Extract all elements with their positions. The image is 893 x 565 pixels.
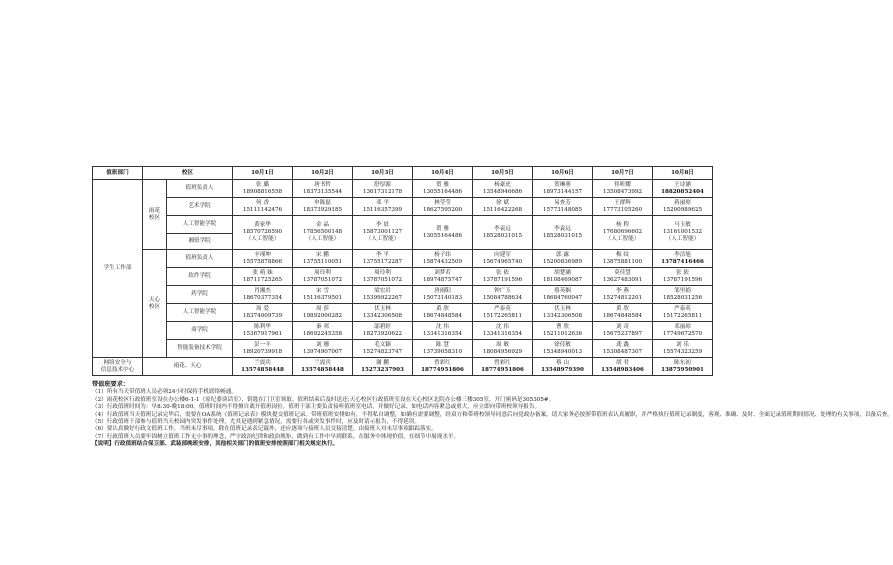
staff-phone: 18373929185 [302, 206, 343, 213]
dept-cell: 网络安全与 信息技术中心 [93, 358, 143, 376]
staff-phone: 13548946686 [482, 188, 523, 195]
duty-cell [653, 268, 713, 286]
table-row [93, 198, 713, 216]
duty-cell [233, 340, 293, 358]
staff-phone: 15874432509 [422, 258, 463, 265]
duty-cell [533, 198, 593, 216]
category-cell: 艺术学院 [167, 198, 233, 216]
staff-phone: 18108469087 [542, 276, 583, 283]
staff-name: 杨 程 [616, 222, 629, 228]
requirement-item: （7）行政值班人员要牢固树立值班工作无小事的理念，严守政治纪律和政治规矩，做到有工作中早到联系，在服务中体现价值，在细节中展现水平。 [92, 433, 460, 440]
staff-phone: 18908816558 [242, 188, 283, 195]
category-cell: 智能装备技术学院 [167, 340, 233, 358]
table-header-row [93, 167, 713, 180]
staff-phone: 15773148085 [542, 206, 583, 213]
duty-cell [533, 216, 593, 250]
staff-name: 谢 鹏 [376, 359, 389, 366]
staff-name: 徐 斌 [496, 199, 509, 206]
staff-name: 黄 欣 [616, 305, 629, 312]
staff-phone: 18528031256 [662, 294, 703, 301]
duty-cell [473, 198, 533, 216]
staff-name: 莫佳慧 [614, 269, 631, 276]
duty-cell [413, 250, 473, 268]
duty-cell [653, 180, 713, 198]
duty-cell [473, 250, 533, 268]
duty-cell [413, 198, 473, 216]
duty-cell [653, 340, 713, 358]
staff-name: 马玉敏 [674, 222, 691, 228]
staff-phone: 13055164486 [422, 232, 463, 239]
staff-name: 杨子纬 [434, 251, 451, 258]
staff-name: 邬碧婷 [374, 323, 391, 330]
duty-cell [593, 216, 653, 250]
staff-phone: 18973144157 [542, 188, 583, 195]
staff-phone: 13875950901 [661, 366, 704, 373]
staff-name: 王群辉 [614, 199, 631, 206]
staff-unit: （人工智能） [305, 236, 340, 242]
staff-name: 毛文颖 [374, 341, 391, 348]
staff-name: 钟广玉 [494, 287, 511, 294]
staff-name: 贺 雅 [436, 225, 449, 232]
category-cell: 值班负责人 [167, 180, 233, 198]
header-dept: 值班部门 [93, 167, 143, 180]
requirement-item: （6）要认真做好行政文值班工作，当班未尽事项，除在值班记录表记载外，还应逐项与接班人员交接清楚，由接班人对未尽事项跟踪落实。 [92, 426, 437, 433]
staff-phone: 18774951806 [421, 366, 464, 373]
staff-name: 曹 欣 [556, 323, 569, 330]
duty-cell [533, 358, 593, 376]
duty-cell [353, 180, 413, 198]
duty-cell [293, 322, 353, 340]
duty-cell [293, 198, 353, 216]
staff-name: 李 燕 [616, 287, 629, 294]
staff-phone: 18670377354 [242, 294, 283, 301]
staff-phone: 15211012636 [542, 330, 583, 337]
staff-phone: 18084956929 [482, 348, 523, 355]
staff-name: 周玲利 [314, 269, 331, 276]
category-cell: 人工智能学院 [167, 216, 233, 234]
duty-cell [653, 286, 713, 304]
staff-phone: 18674848584 [602, 312, 643, 319]
staff-phone: 13342306508 [362, 312, 403, 319]
duty-cell [413, 286, 473, 304]
staff-name: 蒋丽琼 [674, 199, 691, 206]
staff-name: 李袁远 [554, 225, 571, 232]
staff-name: 杨豪虎 [494, 181, 511, 188]
staff-phone: 13574858448 [241, 366, 284, 373]
header-date: 10月1日 [233, 167, 293, 180]
staff-phone: 13342306508 [542, 312, 583, 319]
staff-name: 邹里娟 [674, 287, 691, 294]
header-date: 10月2日 [293, 167, 353, 180]
staff-name: 周玲利 [374, 269, 391, 276]
duty-cell [533, 268, 593, 286]
staff-phone: 15308487307 [602, 348, 643, 355]
staff-phone: 13787051072 [302, 276, 343, 283]
duty-cell [473, 304, 533, 322]
staff-phone: 17773105260 [602, 206, 643, 213]
staff-name: 梅 纹 [616, 251, 629, 258]
staff-phone: 15575878866 [242, 258, 283, 265]
staff-phone: 15873001127 [362, 229, 403, 235]
staff-unit: （人工智能） [665, 236, 700, 242]
duty-cell [413, 180, 473, 198]
duty-schedule-table [92, 166, 713, 376]
staff-name: 梁宏岩 [374, 287, 391, 294]
duty-cell [413, 322, 473, 340]
duty-cell [473, 322, 533, 340]
duty-cell [533, 180, 593, 198]
staff-name: 刘 奇 [616, 323, 629, 330]
duty-cell [233, 358, 293, 376]
duty-cell [413, 304, 473, 322]
staff-phone: 13787191596 [482, 276, 523, 283]
staff-phone: 13755172287 [362, 258, 403, 265]
staff-phone: 13341316354 [482, 330, 523, 337]
duty-cell [293, 268, 353, 286]
staff-name: 贺琳蕙 [554, 181, 571, 188]
staff-name: 李 平 [376, 251, 389, 258]
staff-name: 李袁远 [494, 225, 511, 232]
staff-phone: 18570726590 [242, 229, 283, 235]
duty-cell [593, 198, 653, 216]
duty-cell [413, 216, 473, 250]
duty-cell [293, 286, 353, 304]
table-row [93, 268, 713, 286]
staff-phone: 13161001532 [662, 229, 703, 235]
category-cell: 人工智能学院 [167, 304, 233, 322]
staff-name: 周 莎 [316, 305, 329, 312]
duty-cell [413, 358, 473, 376]
staff-phone: 19892000282 [302, 312, 343, 319]
staff-phone: 13755110051 [302, 258, 343, 265]
staff-phone: 15073140183 [422, 294, 463, 301]
staff-phone: 13627483091 [602, 276, 643, 283]
staff-name: 唐书哲 [314, 181, 331, 188]
staff-name: 兰震宾 [254, 359, 271, 366]
staff-name: 辛瑾坤 [254, 251, 271, 258]
table-row [93, 180, 713, 198]
staff-name: 金 晶 [316, 222, 329, 228]
duty-cell [473, 286, 533, 304]
duty-cell [353, 250, 413, 268]
staff-name: 伏玉林 [374, 305, 391, 312]
staff-phone: 13739058310 [422, 348, 463, 355]
staff-name: 兰震宾 [314, 359, 331, 366]
duty-cell [593, 322, 653, 340]
staff-name: 肖湘杰 [254, 287, 271, 294]
requirement-item: （3）行政值班时间为：早8:30-晚18:00。值班时间内不得擅自离开值班岗位。值班干部主要负责接听值班室电话，并做好记录，如电话内容紧急或重大，应立即向带班校领导报告。 [92, 404, 541, 411]
staff-phone: 15172265811 [662, 312, 703, 319]
staff-phone: 15200836989 [542, 258, 583, 265]
table-row [93, 216, 713, 234]
staff-phone: 13548979390 [541, 366, 584, 373]
header-campus: 校区 [143, 167, 233, 180]
duty-cell [293, 180, 353, 198]
duty-cell [653, 358, 713, 376]
staff-unit: （人工智能） [605, 236, 640, 242]
duty-cell [593, 340, 653, 358]
duty-cell [473, 268, 533, 286]
staff-phone: 18528031015 [482, 232, 523, 239]
staff-phone: 13875881100 [602, 258, 643, 265]
staff-phone: 17680696602 [602, 229, 643, 235]
staff-phone: 18711725265 [242, 276, 283, 283]
duty-cell [413, 268, 473, 286]
staff-phone: 18273920622 [362, 330, 403, 337]
duty-cell [593, 250, 653, 268]
duty-cell [353, 322, 413, 340]
staff-name: 曾彩红 [434, 359, 451, 366]
staff-phone: 18774951806 [481, 366, 524, 373]
staff-phone: 13508473992 [602, 188, 643, 195]
requirements-title: 带值班要求： [92, 381, 130, 388]
category-cell: 药学院 [167, 286, 233, 304]
staff-phone: 18373135544 [302, 188, 343, 195]
duty-cell [293, 358, 353, 376]
duty-cell [353, 286, 413, 304]
duty-cell [533, 304, 593, 322]
duty-cell [293, 250, 353, 268]
staff-name: 何 香 [256, 199, 269, 206]
duty-cell [353, 340, 413, 358]
staff-name: 佟昕耀 [614, 181, 631, 188]
staff-phone: 15116357399 [362, 206, 403, 213]
duty-cell [353, 304, 413, 322]
staff-name: 李 晨 [376, 222, 389, 228]
staff-phone: 15367917961 [242, 330, 283, 337]
duty-cell [593, 180, 653, 198]
staff-name: 易查芳 [554, 199, 571, 206]
staff-name: 贺 雅 [436, 181, 449, 188]
staff-phone: 13341316354 [422, 330, 463, 337]
staff-name: 宋 鹏 [316, 251, 329, 258]
campus-cell: 天心 校区 [143, 250, 167, 358]
staff-phone: 15399922267 [362, 294, 403, 301]
staff-name: 唐雨阳 [434, 287, 451, 294]
staff-phone: 17749672570 [662, 330, 703, 337]
header-date: 10月4日 [413, 167, 473, 180]
staff-phone: 13617312178 [362, 188, 403, 195]
staff-phone: 13055164486 [422, 188, 463, 195]
staff-phone: 18684760047 [542, 294, 583, 301]
duty-cell [473, 216, 533, 250]
staff-name: 舒厚源 [374, 181, 391, 188]
staff-phone: 13548983406 [601, 366, 644, 373]
duty-cell [533, 340, 593, 358]
duty-cell [233, 198, 293, 216]
duty-cell [293, 340, 353, 358]
campus-cell: 雨花 校区 [143, 180, 167, 250]
staff-name: 周 爱 [256, 305, 269, 312]
staff-name: 张 萌 妹 [252, 269, 273, 276]
staff-phone: 18920739918 [242, 348, 283, 355]
staff-phone: 18820852404 [661, 188, 704, 195]
staff-phone: 18674848584 [422, 312, 463, 319]
staff-name: 胡楚涵 [554, 269, 571, 276]
duty-cell [653, 250, 713, 268]
table-row [93, 340, 713, 358]
header-date: 10月5日 [473, 167, 533, 180]
staff-phone: 18974875747 [422, 276, 463, 283]
staff-name: 严泰英 [494, 305, 511, 312]
requirement-item: （4）行政值班当天值班记录完毕后，需要在OA系统《值班记录表》模块提交值班记录。带班值班安排如有，不得私自调整，如确有需要调整，经双方和带班校领导同意后向党政办备案，请大家务必按照带值班表认真履职，并严格执行值班记录制度，客观、准确、及时、全面记录值班期间情况、处理的有关事项，以备后查。 [92, 411, 893, 418]
staff-name: 蔡英姻 [554, 287, 571, 294]
staff-phone: 13787191596 [662, 276, 703, 283]
staff-name: 陈利华 [254, 323, 271, 330]
requirement-item: （2）雨花校区行政值班室设在办公楼6-1-1（原纪委谈话室），钥匙在门卫室领取。值班结束后及时送还;天心校区行政值班室设在天心校区北院办公楼三楼305室，开门密码是305305#。 [92, 396, 555, 403]
staff-name: 蔡 山 [556, 359, 569, 366]
staff-name: 宋 雪 [316, 287, 329, 294]
staff-phone: 15273237903 [361, 366, 404, 373]
staff-name: 沈 伟 [436, 323, 449, 330]
staff-name: 刘梦若 [434, 269, 451, 276]
staff-unit: （人工智能） [245, 236, 280, 242]
requirement-item: （1）所有当天带值班人员必须24小时保持手机联络畅通。 [92, 389, 237, 396]
staff-phone: 13574858448 [301, 366, 344, 373]
duty-cell [473, 358, 533, 376]
staff-name: 申陈磊 [314, 199, 331, 206]
staff-name: 龚 鑫 [616, 341, 629, 348]
duty-cell [593, 358, 653, 376]
duty-cell [653, 216, 713, 250]
staff-phone: 15200989625 [662, 206, 703, 213]
table-row [93, 286, 713, 304]
staff-phone: 15675237897 [602, 330, 643, 337]
staff-name: 黄家华 [254, 222, 271, 228]
duty-cell [533, 250, 593, 268]
staff-name: 张 璐 [256, 181, 269, 188]
staff-phone: 18528031015 [542, 232, 583, 239]
header-date: 10月8日 [653, 167, 713, 180]
table-body [93, 180, 713, 376]
duty-cell [533, 286, 593, 304]
header-date: 10月6日 [533, 167, 593, 180]
staff-name: 周 敏 [496, 341, 509, 348]
category-cell: 商学院 [167, 322, 233, 340]
staff-phone: 18627595200 [422, 206, 463, 213]
duty-cell [353, 358, 413, 376]
staff-name: 伏玉林 [554, 305, 571, 312]
table-row [93, 358, 713, 376]
staff-name: 沈 伟 [496, 323, 509, 330]
header-date: 10月3日 [353, 167, 413, 180]
duty-cell [233, 268, 293, 286]
staff-name: 黄 欣 [436, 305, 449, 312]
duty-cell [653, 322, 713, 340]
staff-phone: 13787416466 [661, 258, 704, 265]
staff-phone: 18374009739 [242, 312, 283, 319]
duty-cell [353, 268, 413, 286]
duty-cell [293, 304, 353, 322]
staff-name: 徐佳敏 [554, 341, 571, 348]
category-cell: 值班负责人 [167, 250, 233, 268]
duty-cell [233, 180, 293, 198]
duty-cell [353, 198, 413, 216]
staff-name: 陈 慧 [436, 341, 449, 348]
table-row [93, 304, 713, 322]
staff-phone: 15111142476 [242, 206, 283, 213]
duty-cell [593, 268, 653, 286]
duty-cell [593, 304, 653, 322]
requirements-note: 【说明】行政值班结合保卫部、武装部晚班安排，其他相关部门的值班安排按照部门相关规定执行。 [92, 441, 339, 448]
staff-name: 胡 君 [616, 359, 629, 366]
dept-cell: 学生工作部 [93, 180, 143, 358]
staff-name: 陈东初 [674, 359, 691, 366]
staff-name: 刘 乐 [676, 341, 689, 348]
campus-cell: 雨花、天心 [143, 358, 233, 376]
staff-name: 郭 露 [556, 251, 569, 258]
duty-cell [233, 304, 293, 322]
header-date: 10月7日 [593, 167, 653, 180]
requirement-item: （5）行政值班干部参与值班当天校园内突发事件处理，尤其是遇到紧急情况，需要行各或突发事件时，应及时请示报告，不得延误。 [92, 419, 420, 426]
staff-unit: （人工智能） [365, 236, 400, 242]
duty-cell [473, 180, 533, 198]
staff-name: 刘 珊 [316, 341, 329, 348]
staff-phone: 15274812201 [602, 294, 643, 301]
staff-name: 邓丽琼 [674, 323, 691, 330]
staff-phone: 15574323259 [662, 348, 703, 355]
table-row [93, 250, 713, 268]
staff-phone: 15274823747 [362, 348, 403, 355]
staff-name: 彭一丰 [254, 341, 271, 348]
duty-cell [233, 286, 293, 304]
duty-cell [473, 340, 533, 358]
category-cell: 湘资学院 [167, 234, 233, 250]
staff-name: 林莹莹 [434, 199, 451, 206]
staff-name: 李洁旭 [674, 251, 691, 258]
staff-phone: 15348940013 [542, 348, 583, 355]
duty-cell [233, 322, 293, 340]
duty-cell [533, 322, 593, 340]
duty-cell [353, 216, 413, 250]
staff-phone: 13974907007 [302, 348, 343, 355]
staff-phone: 18692245358 [302, 330, 343, 337]
staff-phone: 15116379501 [302, 294, 343, 301]
staff-phone: 15116422268 [482, 206, 523, 213]
table-row [93, 322, 713, 340]
duty-cell [293, 216, 353, 250]
staff-phone: 15674965740 [482, 258, 523, 265]
staff-name: 邓 平 [376, 199, 389, 206]
staff-phone: 15172265811 [482, 312, 523, 319]
staff-name: 严泰英 [674, 305, 691, 312]
duty-cell [233, 216, 293, 250]
category-cell: 软件学院 [167, 268, 233, 286]
staff-name: 曾彩红 [494, 359, 511, 366]
staff-name: 向建军 [494, 251, 511, 258]
staff-phone: 15084788634 [482, 294, 523, 301]
duty-cell [233, 250, 293, 268]
staff-name: 张 依 [496, 269, 509, 276]
duty-cell [653, 198, 713, 216]
staff-phone: 17856500148 [302, 229, 343, 235]
staff-phone: 13787051072 [362, 276, 403, 283]
staff-name: 张 依 [676, 269, 689, 276]
staff-name: 王诗涵 [674, 181, 691, 188]
duty-cell [413, 340, 473, 358]
duty-cell [653, 304, 713, 322]
duty-cell [593, 286, 653, 304]
requirements-list [92, 389, 893, 441]
duty-requirements [92, 381, 893, 449]
staff-name: 秦 邦 [316, 323, 329, 330]
